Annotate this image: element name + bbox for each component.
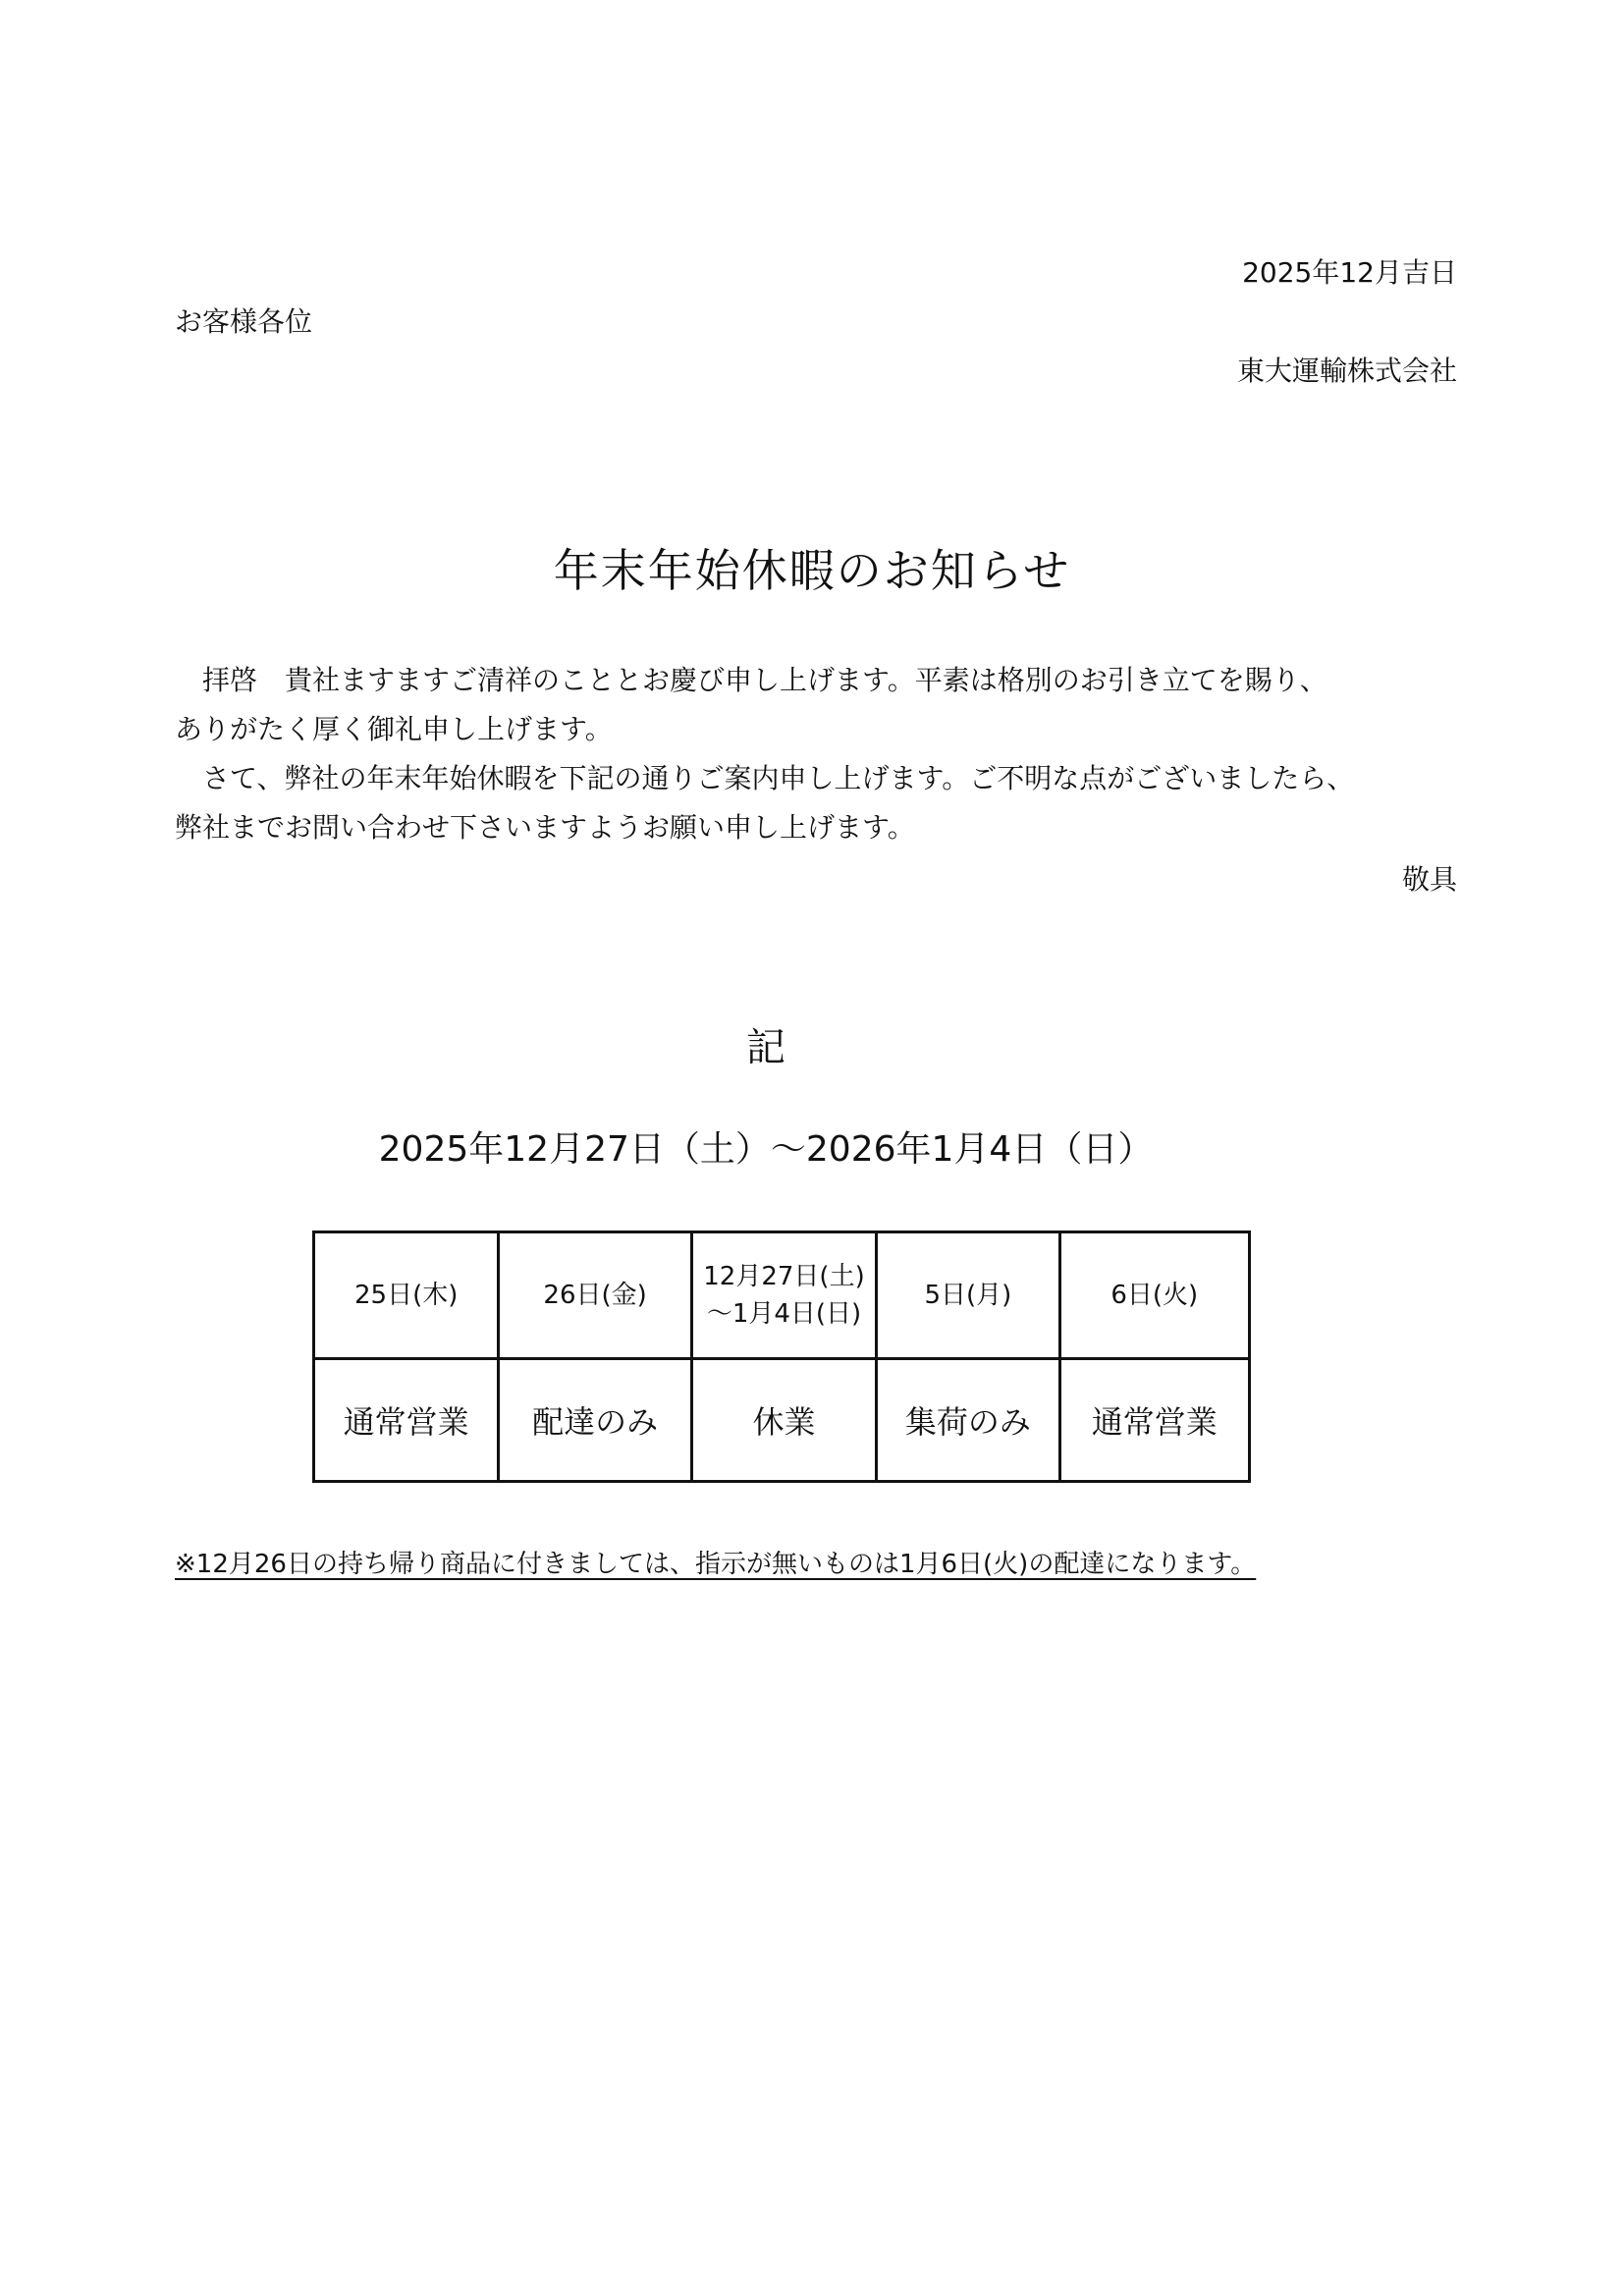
schedule-day-cell: 6日(火) xyxy=(1059,1232,1249,1359)
body-line-2: ありがたく厚く御礼申し上げます。 xyxy=(175,713,613,745)
delivery-note: ※12月26日の持ち帰り商品に付きましては、指示が無いものは1月6日(火)の配達になります。 xyxy=(175,1550,1257,1579)
schedule-status-cell: 集荷のみ xyxy=(877,1359,1059,1482)
schedule-status-row xyxy=(314,1359,1250,1482)
schedule-table xyxy=(312,1230,1251,1483)
schedule-status-cell: 通常営業 xyxy=(1059,1359,1249,1482)
closing-word: 敬具 xyxy=(1401,863,1457,896)
schedule-status-cell: 配達のみ xyxy=(499,1359,691,1482)
body-line-4: 弊社までお問い合わせ下さいますようお願い申し上げます。 xyxy=(175,811,915,844)
schedule-status-cell: 通常営業 xyxy=(314,1359,499,1482)
body-line-3: さて、弊社の年末年始休暇を下記の通りご案内申し上げます。ご不明な点がございましたら、 xyxy=(202,762,1355,794)
schedule-day-cell: 5日(月) xyxy=(877,1232,1059,1359)
schedule-day-cell: 25日(木) xyxy=(314,1232,499,1359)
schedule-day-cell: 12月27日(土) ～1月4日(日) xyxy=(691,1232,876,1359)
document-title: 年末年始休暇のお知らせ xyxy=(553,544,1071,597)
schedule-days-row xyxy=(314,1232,1250,1359)
letter-body xyxy=(175,656,1461,852)
schedule-status-cell: 休業 xyxy=(691,1359,876,1482)
company-name: 東大運輸株式会社 xyxy=(1236,355,1457,387)
ki-heading: 記 xyxy=(746,1025,785,1070)
document-date: 2025年12月吉日 xyxy=(1242,256,1457,289)
schedule-day-cell: 26日(金) xyxy=(499,1232,691,1359)
holiday-period: 2025年12月27日（土）～2026年1月4日（日） xyxy=(378,1129,1154,1170)
addressee: お客様各位 xyxy=(175,305,313,338)
body-line-1: 拝啓 貴社ますますご清祥のこととお慶び申し上げます。平素は格別のお引き立てを賜り、 xyxy=(202,664,1327,696)
